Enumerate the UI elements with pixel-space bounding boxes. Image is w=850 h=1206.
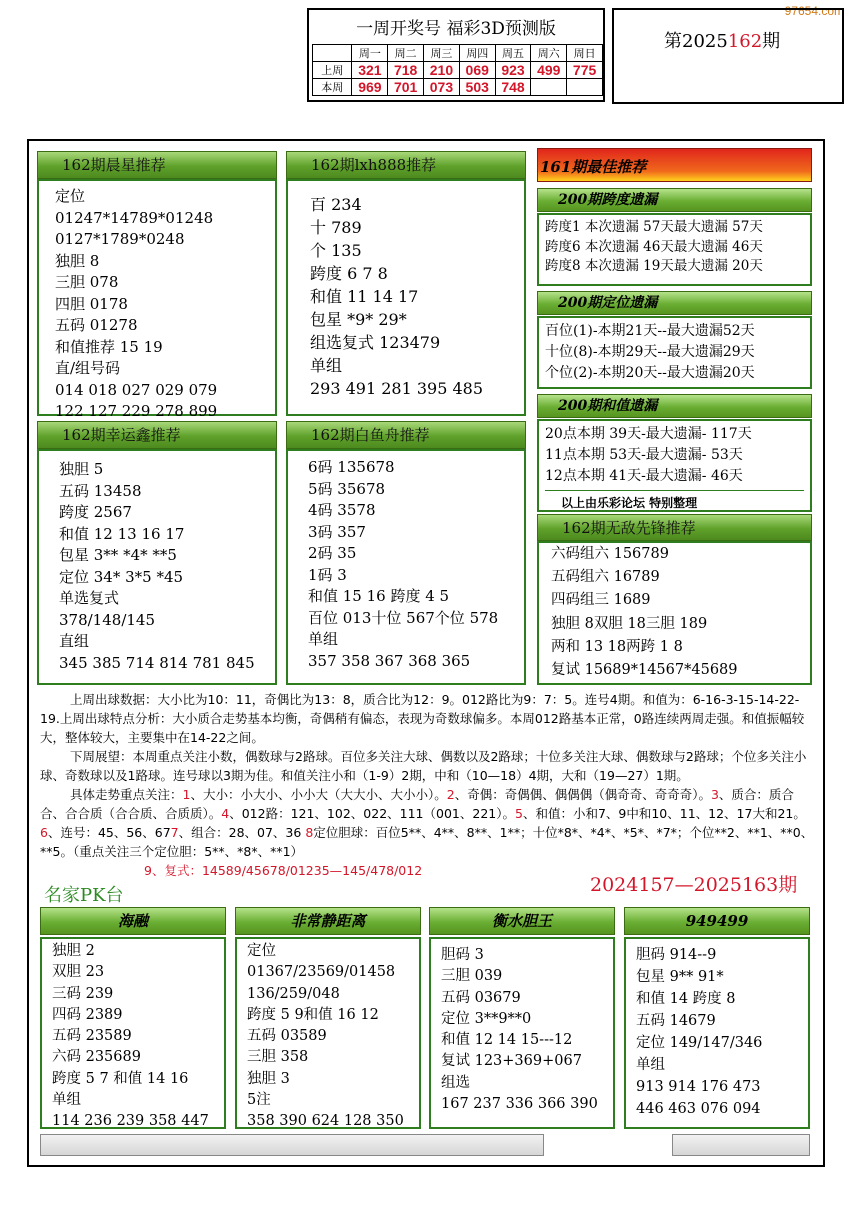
header-title: 一周开奖号 福彩3D预测版 xyxy=(356,19,556,39)
panel-line: 和值推荐 15 19 xyxy=(55,337,163,356)
panel-line: 11点本期 53天-最大遗漏- 53天 xyxy=(545,447,743,463)
draw-number: 923 xyxy=(495,62,531,79)
analysis-outlook: 下周展望：本周重点关注小数，偶数球与2路球。百位多关注大球、偶数以及2路球；十位多关注大球、偶数球与2路球；个位多关注小球、奇数球以及1路球。连号球以3期为佳。和值关注小和（1-9）2期，中和（10—18）4期，大和（19—27）1期。 xyxy=(40,749,807,783)
expert-panel-hengshui xyxy=(429,937,615,1129)
analysis-last-week: 上周出球数据：大小比为10：11，奇偶比为13：8，质合比为12：9。012路比为9：7：5。连号4期。和值为：6-16-3-15-14-22-19.上周出球特点分析：大小质合走势基本均衡，奇偶稍有偏态，表现为奇数球偏多。本周012路基本正常，0路连续两周走强。和值振幅较大，整体较大，主要集中在14-22之间。 xyxy=(40,692,805,745)
expert-title: 衡水胆王 xyxy=(429,907,615,935)
wudi-panel xyxy=(537,541,812,685)
position-missing-panel xyxy=(537,316,812,389)
panel-line: 定位 xyxy=(247,943,276,959)
panel-line: 和值 14 跨度 8 xyxy=(636,991,736,1007)
panel-line: 五码 01278 xyxy=(55,316,138,334)
draw-number xyxy=(567,79,603,96)
panel-line: 百位 013十位 567个位 578 xyxy=(308,608,499,627)
panel-line: 百 234 xyxy=(310,195,362,214)
panel-line: 136/259/048 xyxy=(247,985,340,1002)
panel-line: 三胆 358 xyxy=(247,1049,309,1066)
day-header: 周五 xyxy=(495,45,531,62)
day-header: 周四 xyxy=(459,45,495,62)
draw-number: 069 xyxy=(459,62,495,79)
panel-title: 162期无敌先锋推荐 xyxy=(537,514,812,541)
expert-panel-feichang xyxy=(235,937,421,1129)
panel-title: 162期lxh888推荐 xyxy=(286,151,526,179)
panel-line: 独胆 5 xyxy=(59,460,104,478)
panel-line: 跨度8 本次遗漏 19天最大遗漏 20天 xyxy=(545,258,763,274)
expert-panel-949499 xyxy=(624,937,810,1129)
draw-number: 748 xyxy=(495,79,531,96)
panel-line: 跨度 5 7 和值 14 16 xyxy=(52,1070,189,1087)
draw-number: 321 xyxy=(352,62,388,79)
panel-line: 定位 34* 3*5 *45 xyxy=(59,567,184,586)
panel-line: 4码 3578 xyxy=(308,501,376,519)
panel-line: 01367/23569/01458 xyxy=(247,964,396,981)
site-watermark: 97654.com xyxy=(784,4,844,18)
weekly-draw-table xyxy=(312,44,603,96)
panel-line: 和值 12 13 16 17 xyxy=(59,524,185,543)
table-row xyxy=(313,62,603,79)
expert-title: 海融 xyxy=(40,907,226,935)
panel-line: 复试 123+369+067 xyxy=(441,1053,582,1070)
panel-xingyunxin xyxy=(37,449,277,685)
analysis-combo: 9、复式：14589/45678/01235—145/478/012 xyxy=(144,863,423,878)
panel-line: 包星 9** 91* xyxy=(636,969,724,985)
panel-line: 单选复式 xyxy=(59,589,120,607)
panel-line: 01247*14789*01248 xyxy=(55,208,214,227)
panel-baiyuzhou xyxy=(286,449,526,685)
panel-line: 1码 3 xyxy=(308,565,347,584)
analysis-text xyxy=(40,690,816,880)
panel-line: 四码组三 1689 xyxy=(551,592,651,609)
draw-number: 775 xyxy=(567,62,603,79)
panel-line: 独胆 8 xyxy=(55,251,100,270)
panel-line: 5注 xyxy=(247,1092,271,1109)
panel-line: 跨度6 本次遗漏 46天最大遗漏 46天 xyxy=(545,238,763,255)
panel-line: 三胆 039 xyxy=(441,968,503,985)
panel-line: 6码 135678 xyxy=(308,458,395,476)
panel-line: 20点本期 39天-最大遗漏- 117天 xyxy=(545,426,752,442)
footer-bar-left xyxy=(40,1134,544,1156)
panel-line: 组选复式 123479 xyxy=(310,333,441,352)
panel-line: 独胆 8双胆 18三胆 189 xyxy=(551,615,708,632)
analysis-focus: 具体走势重点关注：1、大小：小大小、小小大（大大小、大小小）。2、奇偶：奇偶偶、偶偶偶（偶奇奇、奇奇奇）。3、质合：质合合、合合质（合合质、合质质）。4、012路：121、102、022、111（001、221）。5、和值：小和7、9中和10、11、12、17大和21。6、连号：45、56、677、组合：28、07、36 8定位胆球：百位5**、4**、8**、1**；十位*8*、*4*、*5*、*7*；个位**2、**1、**0、**5。（重点关注三个定位胆：5**、*8*、**1） xyxy=(40,787,814,859)
row-label: 本周 xyxy=(313,79,352,96)
panel-line: 跨度 5 9和值 16 12 xyxy=(247,1006,379,1023)
draw-number: 503 xyxy=(459,79,495,96)
panel-line: 358 390 624 128 350 xyxy=(247,1113,404,1130)
draw-number: 499 xyxy=(531,62,567,79)
panel-line: 直组 xyxy=(59,632,90,650)
panel-lxh888 xyxy=(286,179,526,416)
panel-line: 跨度 6 7 8 xyxy=(310,264,388,283)
panel-line: 双胆 23 xyxy=(52,964,105,981)
panel-line: 114 236 239 358 447 xyxy=(52,1113,209,1130)
table-row xyxy=(313,79,603,96)
panel-line: 和值 11 14 17 xyxy=(310,287,419,306)
panel-line: 包星 3** *4* **5 xyxy=(59,546,177,564)
panel-title: 162期晨星推荐 xyxy=(37,151,277,179)
panel-line: 四码 2389 xyxy=(52,1006,123,1023)
draw-number: 718 xyxy=(388,62,424,79)
panel-line: 五码 23589 xyxy=(52,1028,132,1045)
panel-line: 5码 35678 xyxy=(308,479,386,498)
panel-line: 两和 13 18两跨 1 8 xyxy=(551,638,683,655)
panel-line: 个 135 xyxy=(310,241,362,260)
panel-line: 3码 357 xyxy=(308,522,366,541)
panel-line: 五码 03589 xyxy=(247,1028,327,1045)
panel-line: 复试 15689*14567*45689 xyxy=(551,662,738,679)
panel-line: 直/组号码 xyxy=(55,359,121,377)
panel-line: 014 018 027 029 079 xyxy=(55,380,218,399)
draw-number: 210 xyxy=(424,62,460,79)
panel-line: 0127*1789*0248 xyxy=(55,230,185,248)
best-recommend-banner: 161期最佳推荐 xyxy=(537,148,812,182)
expert-title: 非常静距离 xyxy=(235,907,421,935)
panel-line: 和值 12 14 15---12 xyxy=(441,1032,573,1049)
row-label: 上周 xyxy=(313,62,352,79)
panel-line: 2码 35 xyxy=(308,544,357,562)
panel-line: 跨度1 本次遗漏 57天最大遗漏 57天 xyxy=(545,219,763,235)
panel-line: 293 491 281 395 485 xyxy=(310,379,484,398)
issue-number: 第2025162期 xyxy=(664,31,781,52)
expert-panel-hairong xyxy=(40,937,226,1129)
day-header: 周六 xyxy=(531,45,567,62)
draw-number: 073 xyxy=(424,79,460,96)
draw-number xyxy=(531,79,567,96)
panel-line: 单组 xyxy=(310,356,343,375)
panel-line: 三码 239 xyxy=(52,985,114,1002)
position-missing-title: 200期定位遗漏 xyxy=(537,291,812,315)
panel-line: 十 789 xyxy=(310,218,362,237)
issue-number-box xyxy=(612,8,844,104)
expert-title: 949499 xyxy=(624,907,810,935)
panel-line: 个位(2)-本期20天--最大遗漏20天 xyxy=(545,365,755,381)
panel-line: 357 358 367 368 365 xyxy=(308,651,471,670)
panel-line: 独胆 3 xyxy=(247,1070,290,1087)
panel-title: 162期幸运鑫推荐 xyxy=(37,421,277,449)
period-range: 2024157—2025163期 xyxy=(590,874,798,896)
panel-line: 定位 149/147/346 xyxy=(636,1035,763,1051)
sum-missing-title: 200期和值遗漏 xyxy=(537,394,812,418)
panel-title: 162期白鱼舟推荐 xyxy=(286,421,526,449)
draw-number: 701 xyxy=(388,79,424,96)
panel-line: 446 463 076 094 xyxy=(636,1101,761,1117)
panel-line: 167 237 336 366 390 xyxy=(441,1096,598,1113)
day-header: 周二 xyxy=(388,45,424,62)
draw-number: 969 xyxy=(352,79,388,96)
pk-section-label: 名家PK台 xyxy=(44,885,124,906)
panel-line: 三胆 078 xyxy=(55,273,119,291)
panel-line: 五码 13458 xyxy=(59,481,142,500)
panel-line: 跨度 2567 xyxy=(59,503,132,521)
panel-chenxing xyxy=(37,179,277,420)
panel-line: 胆码 914--9 xyxy=(636,947,717,963)
span-missing-panel xyxy=(537,213,812,286)
panel-line: 胆码 3 xyxy=(441,947,484,963)
panel-line: 组选 xyxy=(441,1074,470,1091)
panel-line: 单组 xyxy=(636,1057,665,1073)
sum-missing-panel xyxy=(537,419,812,512)
panel-line: 包星 *9* 29* xyxy=(310,310,407,329)
day-header: 周日 xyxy=(567,45,603,62)
day-header: 周一 xyxy=(352,45,388,62)
panel-line: 五码 03679 xyxy=(441,989,521,1006)
panel-line: 五码组六 16789 xyxy=(551,569,660,586)
panel-line: 单组 xyxy=(52,1092,81,1109)
panel-line: 345 385 714 814 781 845 xyxy=(59,653,255,672)
panel-line: 独胆 2 xyxy=(52,943,95,959)
day-header: 周三 xyxy=(424,45,460,62)
panel-line: 122 127 229 278 899 xyxy=(55,402,218,420)
panel-line: 和值 15 16 跨度 4 5 xyxy=(308,587,450,605)
panel-line: 十位(8)-本期29天--最大遗漏29天 xyxy=(545,344,755,360)
span-missing-title: 200期跨度遗漏 xyxy=(537,188,812,212)
panel-line: 单组 xyxy=(308,630,339,648)
footer-bar-right xyxy=(672,1134,810,1156)
table-row xyxy=(313,45,603,62)
panel-line: 五码 14679 xyxy=(636,1013,716,1029)
panel-line: 六码组六 156789 xyxy=(551,546,669,562)
panel-line: 913 914 176 473 xyxy=(636,1079,761,1095)
panel-line: 六码 235689 xyxy=(52,1049,141,1066)
panel-line: 四胆 0178 xyxy=(55,294,128,313)
panel-line: 定位 xyxy=(55,187,86,205)
panel-line: 百位(1)-本期21天--最大遗漏52天 xyxy=(545,323,755,339)
weekly-draw-box xyxy=(307,8,605,102)
source-note: 以上由乐彩论坛 特别整理 xyxy=(545,490,804,511)
panel-line: 12点本期 41天-最大遗漏- 46天 xyxy=(545,468,743,484)
panel-line: 378/148/145 xyxy=(59,610,155,629)
panel-line: 定位 3**9**0 xyxy=(441,1010,532,1027)
